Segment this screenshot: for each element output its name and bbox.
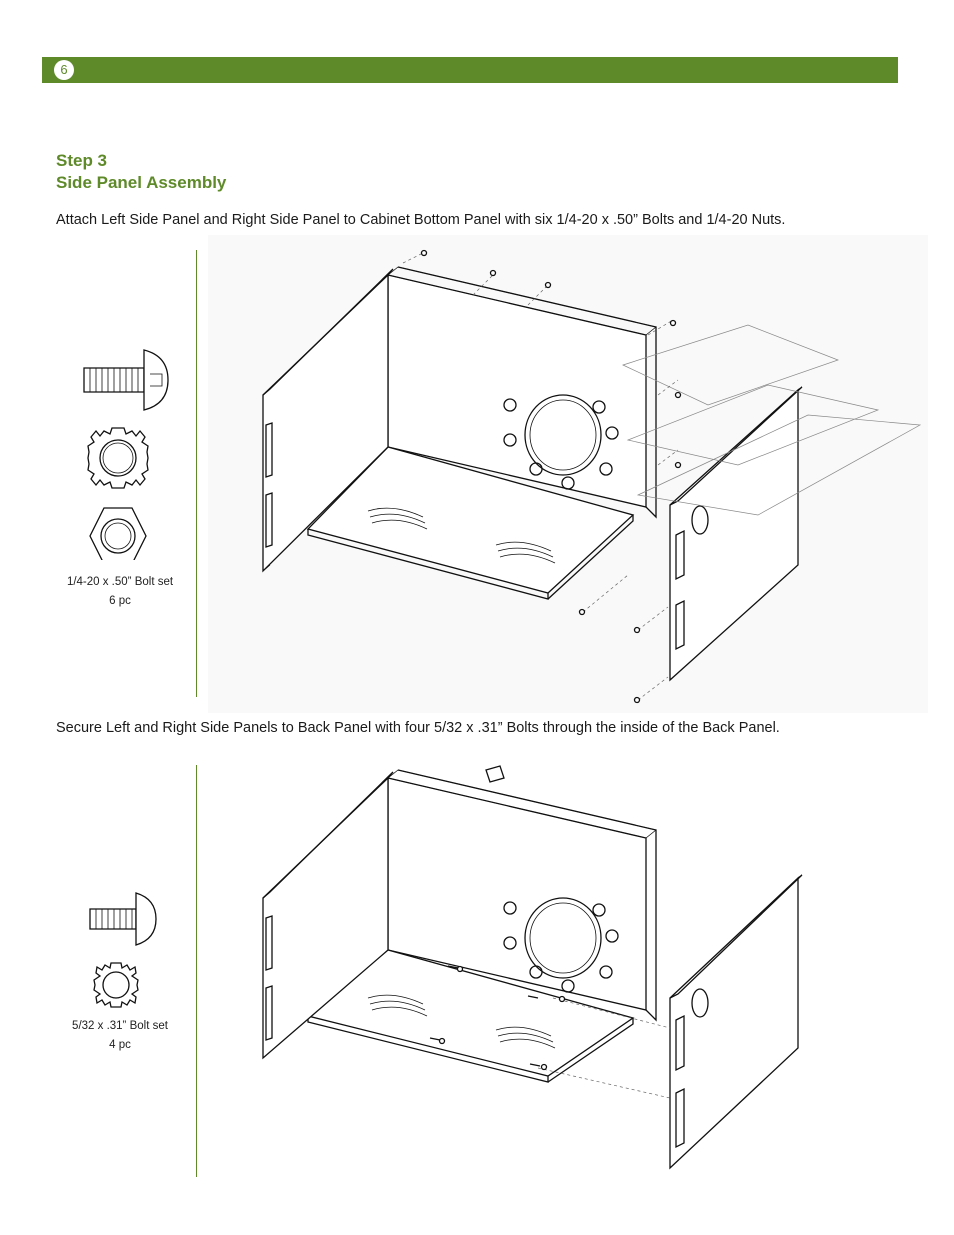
bolt-icon: [90, 893, 156, 945]
hardware-name-1: 1/4-20 x .50” Bolt set: [66, 576, 174, 588]
hardware-panel-bolt-set-2: [50, 885, 190, 1055]
hex-nut-icon: [90, 508, 146, 560]
lock-washer-icon: [94, 963, 138, 1007]
divider-line-1: [196, 250, 197, 697]
step-number: Step 3: [56, 151, 108, 170]
page-header-bar: [42, 57, 898, 83]
hardware-qty-2: 4 pc: [109, 1039, 131, 1051]
right-side-panel: [670, 875, 802, 1168]
divider-line-2: [196, 765, 197, 1177]
hardware-panel-bolt-set-1: [50, 340, 190, 611]
hardware-illustration-2: [50, 885, 190, 1010]
step-heading: [56, 150, 226, 194]
bolt-icon: [84, 350, 168, 410]
step-title: Side Panel Assembly: [56, 173, 227, 192]
hardware-illustration-1: [50, 340, 190, 560]
hardware-qty-1: 6 pc: [109, 595, 131, 607]
exploded-assembly-diagram-1: [208, 235, 928, 715]
instruction-secure-back-panel: Secure Left and Right Side Panels to Back Panel with four 5/32 x .31” Bolts through the inside of the Back Panel.: [56, 720, 780, 736]
instruction-attach-side-panels: Attach Left Side Panel and Right Side Panel to Cabinet Bottom Panel with six 1/4-20 x .50” Bolts and 1/4-20 Nuts.: [56, 212, 786, 228]
page-number: 6: [54, 60, 74, 80]
exploded-assembly-diagram-2: [208, 748, 928, 1188]
hardware-name-2: 5/32 x .31” Bolt set: [72, 1020, 168, 1032]
lock-washer-icon: [88, 428, 148, 488]
